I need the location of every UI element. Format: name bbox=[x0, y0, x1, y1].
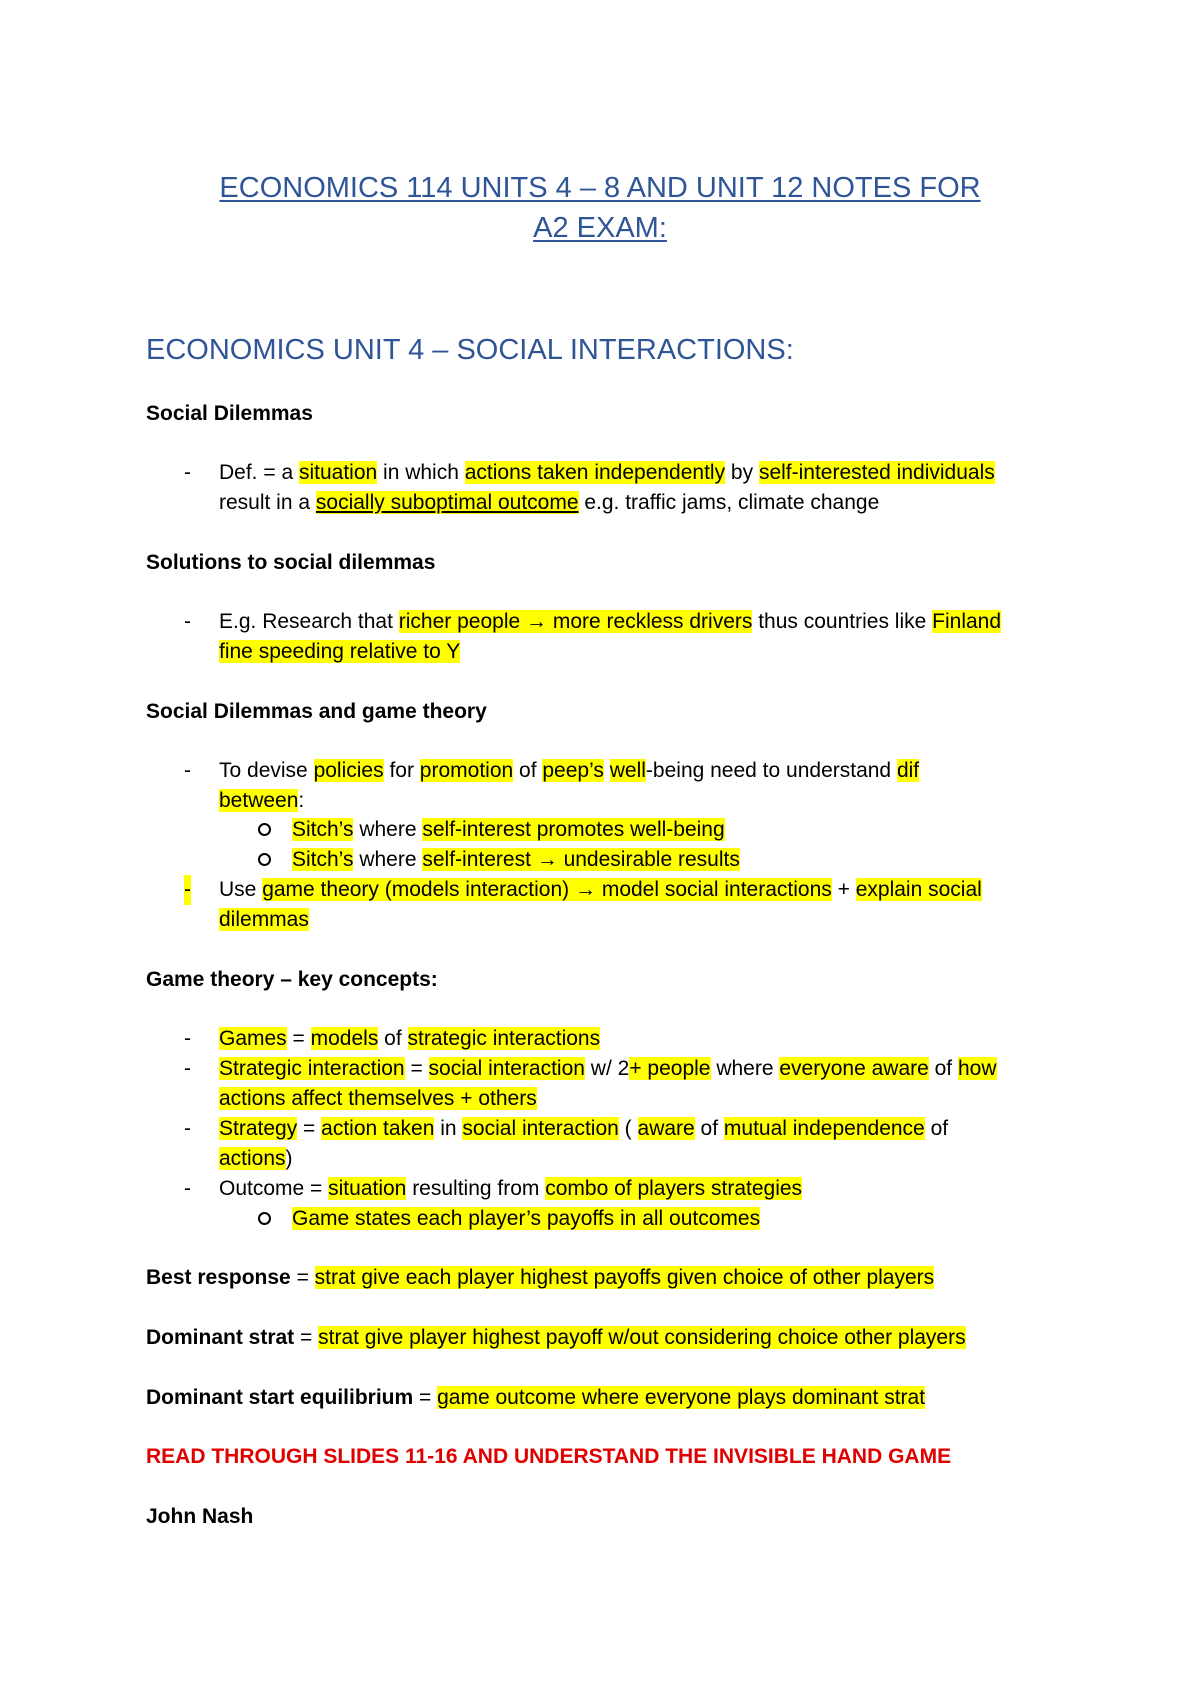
dominant-strat-definition: Dominant strat = strat give player highest payoff w/out considering choice other players bbox=[146, 1326, 966, 1349]
list-dash: - bbox=[184, 1057, 191, 1080]
section-heading-game-theory: Social Dilemmas and game theory bbox=[146, 700, 487, 723]
list-item-text: dilemmas bbox=[219, 908, 309, 931]
list-item-text: actions) bbox=[219, 1147, 293, 1170]
section-heading-key-concepts: Game theory – key concepts: bbox=[146, 968, 438, 991]
list-dash: - bbox=[184, 1027, 191, 1050]
list-item-text: between: bbox=[219, 789, 305, 812]
section-heading-social-dilemmas: Social Dilemmas bbox=[146, 402, 313, 425]
sub-list-item-text: Sitch’s where self-interest promotes well-being bbox=[292, 818, 725, 841]
best-response-definition: Best response = strat give each player highest payoffs given choice of other players bbox=[146, 1266, 935, 1289]
list-item-text: fine speeding relative to Y bbox=[219, 640, 461, 663]
list-dash: - bbox=[184, 461, 191, 484]
list-dash: - bbox=[184, 759, 191, 782]
list-item-text: Def. = a situation in which actions taken independently by self-interested individuals bbox=[219, 461, 995, 484]
list-item-text: E.g. Research that richer people → more reckless drivers thus countries like Finland bbox=[219, 610, 1002, 633]
list-item-text: Outcome = situation resulting from combo of players strategies bbox=[219, 1177, 803, 1200]
list-item-text: Use game theory (models interaction) → model social interactions + explain social bbox=[219, 878, 982, 901]
list-dash: - bbox=[184, 610, 191, 633]
sub-bullet-icon bbox=[258, 1212, 271, 1225]
sub-bullet-icon bbox=[258, 823, 271, 836]
list-item-text: actions affect themselves + others bbox=[219, 1087, 537, 1110]
reminder-note: READ THROUGH SLIDES 11-16 AND UNDERSTAND THE INVISIBLE HAND GAME bbox=[146, 1445, 952, 1468]
title-line-2: A2 EXAM: bbox=[533, 212, 667, 244]
section-heading-solutions: Solutions to social dilemmas bbox=[146, 551, 436, 574]
dominant-equilibrium-definition: Dominant start equilibrium = game outcome where everyone plays dominant strat bbox=[146, 1386, 926, 1409]
list-item-text: Games = models of strategic interactions bbox=[219, 1027, 601, 1050]
title-line-1: ECONOMICS 114 UNITS 4 – 8 AND UNIT 12 NOTES FOR bbox=[219, 172, 981, 204]
sub-list-item-text: Game states each player’s payoffs in all outcomes bbox=[292, 1207, 761, 1230]
unit-heading: ECONOMICS UNIT 4 – SOCIAL INTERACTIONS: bbox=[146, 334, 794, 366]
section-heading-john-nash: John Nash bbox=[146, 1505, 254, 1528]
sub-bullet-icon bbox=[258, 853, 271, 866]
document-title bbox=[130, 168, 1070, 248]
list-item-text: Strategy = action taken in social interaction ( aware of mutual independence of bbox=[219, 1117, 949, 1140]
list-item-text: To devise policies for promotion of peep’s well-being need to understand dif bbox=[219, 759, 920, 782]
list-dash: - bbox=[184, 875, 191, 905]
list-item-text: result in a socially suboptimal outcome e.g. traffic jams, climate change bbox=[219, 491, 880, 514]
list-item-text: Strategic interaction = social interaction w/ 2+ people where everyone aware of how bbox=[219, 1057, 997, 1080]
list-dash: - bbox=[184, 1117, 191, 1140]
list-dash: - bbox=[184, 1177, 191, 1200]
sub-list-item-text: Sitch’s where self-interest → undesirable results bbox=[292, 848, 740, 871]
